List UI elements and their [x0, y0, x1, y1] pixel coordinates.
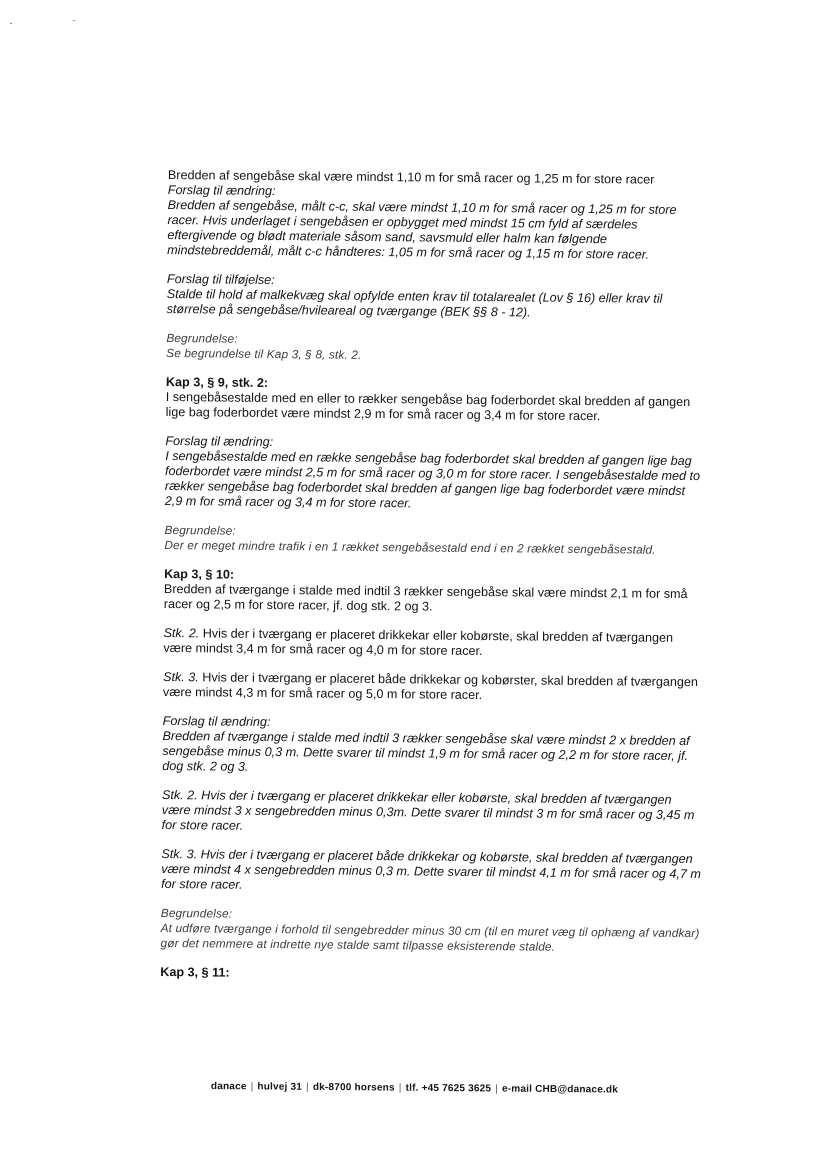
stk-label: Stk. 3.: [163, 669, 199, 685]
begrundelse-label: Begrundelse:: [166, 330, 238, 346]
forslag-stk2-text: Stk. 2. Hvis der i tværgang er placeret drikkekar eller kobørste, skal bredden af tværgangen være mindst 3 x sengebredden minus 0,3m. Dette svarer til mindst 3 m for små racer og 3,45 m for store racer.: [161, 787, 695, 833]
forslag-label: Forslag til ændring:: [167, 182, 276, 199]
paragraph-bredde-sengebaase: [167, 168, 708, 263]
forslag-label: Forslag til ændring:: [165, 433, 274, 450]
footer-street: hulvej 31: [257, 1081, 303, 1093]
footer-separator: |: [398, 1082, 402, 1094]
stk-body: Hvis der i tværgang er placeret drikkekar eller kobørste, skal bredden af tværgangen være mindst 3,4 m for små racer og 4,0 m for store racer.: [163, 626, 674, 659]
paragraph-begrundelse-par10: [160, 906, 700, 956]
paragraph-forslag-stk2: [162, 788, 702, 838]
paragraph-stk2: [163, 626, 703, 661]
paragraph-begrundelse-par9: [164, 523, 704, 558]
section-heading: Kap 3, § 9, stk. 2:: [165, 374, 269, 390]
document-body: [160, 168, 708, 985]
paragraph-forslag-par9: [165, 434, 706, 514]
footer-separator: |: [305, 1081, 309, 1093]
stk3-text: [163, 670, 703, 705]
paragraph-forslag-stk3: [161, 847, 701, 897]
footer-separator: |: [495, 1083, 499, 1095]
scan-speck: [10, 23, 12, 24]
forslag-stk3-text: Stk. 3. Hvis der i tværgang er placeret både drikkekar og kobørste, skal bredden af tværgangen være mindst 4 x sengebredden minus 0,3 m. Dette svarer til mindst 4,1 m for små racer og 4,7 m for store racer.: [161, 846, 701, 892]
stk-body: Hvis der i tværgang er placeret både drikkekar og kobørster, skal bredden af tværgangen være mindst 4,3 m for små racer og 5,0 m for store racer.: [162, 670, 698, 703]
paragraph-forslag-par10: [162, 714, 703, 779]
begrundelse-text: At udføre tværgange i forhold til sengebredder minus 30 cm (til en muret væg til ophæng af vandkar) gør det nemmere at indrette nye stalde samt tilpasse eksisterende stalde.: [160, 920, 700, 954]
footer-city: dk-8700 horsens: [312, 1081, 395, 1094]
page-footer: [211, 1081, 618, 1096]
forslag-label: Forslag til ændring:: [162, 713, 271, 730]
section-kap3-par10: [164, 567, 704, 617]
forslag-text: Bredden af tværgange i stalde med indtil 3 rækker sengebåse skal være mindst 2 x bredden af sengebåse minus 0,3 m. Dette svarer til mindst 1,9 m for små racer og 2,2 m for store racer, jf. dog stk. 2 og 3.: [162, 728, 690, 774]
begrundelse-label: Begrundelse:: [164, 522, 236, 538]
body-text: Bredden af sengebåse skal være mindst 1,10 m for små racer og 1,25 m for store racer: [167, 168, 655, 187]
section-heading: Kap 3, § 11:: [160, 964, 230, 980]
begrundelse-text: Der er meget mindre trafik i en 1 rækket sengebåsestald end i en 2 rækket sengebåsestald.: [164, 537, 656, 557]
paragraph-begrundelse-1: [166, 331, 706, 366]
section-heading: Kap 3, § 10:: [164, 566, 235, 582]
forslag-text: Bredden af sengebåse, målt c-c, skal være mindst 1,10 m for små racer og 1,25 m for store racer. Hvis underlaget i sengebåsen er opbygget med mindst 15 cm fyld af særdeles eftergivende og blødt materiale såsom sand, savsmuld eller halm kan følgende mindstebreddemål, målt c-c håndteres: 1,05 m for små racer og 1,15 m for store racer.: [167, 197, 677, 262]
tilfoejelse-label: Forslag til tilføjelse:: [166, 271, 275, 288]
footer-company: danace: [210, 1081, 247, 1093]
paragraph-stk3: [163, 670, 703, 705]
tilfoejelse-text: Stalde til hold af malkekvæg skal opfylde enten krav til totalarealet (Lov § 16) eller krav til størrelse på sengebåse/hvileareal og tværgange (BEK §§ 8 - 12).: [166, 286, 663, 320]
forslag-text: I sengebåsestalde med en række sengebåse bag foderbordet skal bredden af gangen lige bag foderbordet være mindst 2,5 m for små racer og 3,0 m for store racer. I sengebåsestalde med to rækker sengebåse bag foderbordet skal bredden af gangen lige bag foderbordet være mindst 2,9 m for små racer og 3,4 m for store racer.: [164, 448, 701, 511]
stk2-text: [163, 626, 703, 661]
body-text: Bredden af tværgange i stalde med indtil 3 rækker sengebåse skal være mindst 2,1 m for små racer og 2,5 m for store racer, jf. dog stk. 2 og 3.: [163, 581, 688, 614]
begrundelse-text: Se begrundelse til Kap 3, § 8, stk. 2.: [166, 345, 362, 362]
stk-label: Stk. 2.: [163, 625, 200, 641]
begrundelse-label: Begrundelse:: [160, 905, 233, 921]
section-kap3-par11: [160, 965, 700, 985]
footer-separator: |: [250, 1081, 254, 1093]
body-text: I sengebåsestalde med en eller to rækker sengebåse bag foderbordet skal bredden af gangen lige bag foderbordet være mindst 2,9 m for små racer og 3,4 m for store racer.: [165, 389, 691, 424]
footer-email: e-mail CHB@danace.dk: [501, 1083, 619, 1096]
footer-phone: tlf. +45 7625 3625: [405, 1082, 492, 1095]
scan-speck: [73, 20, 75, 21]
section-kap3-par9: [166, 375, 706, 425]
paragraph-tilfoejelse: [167, 272, 707, 322]
